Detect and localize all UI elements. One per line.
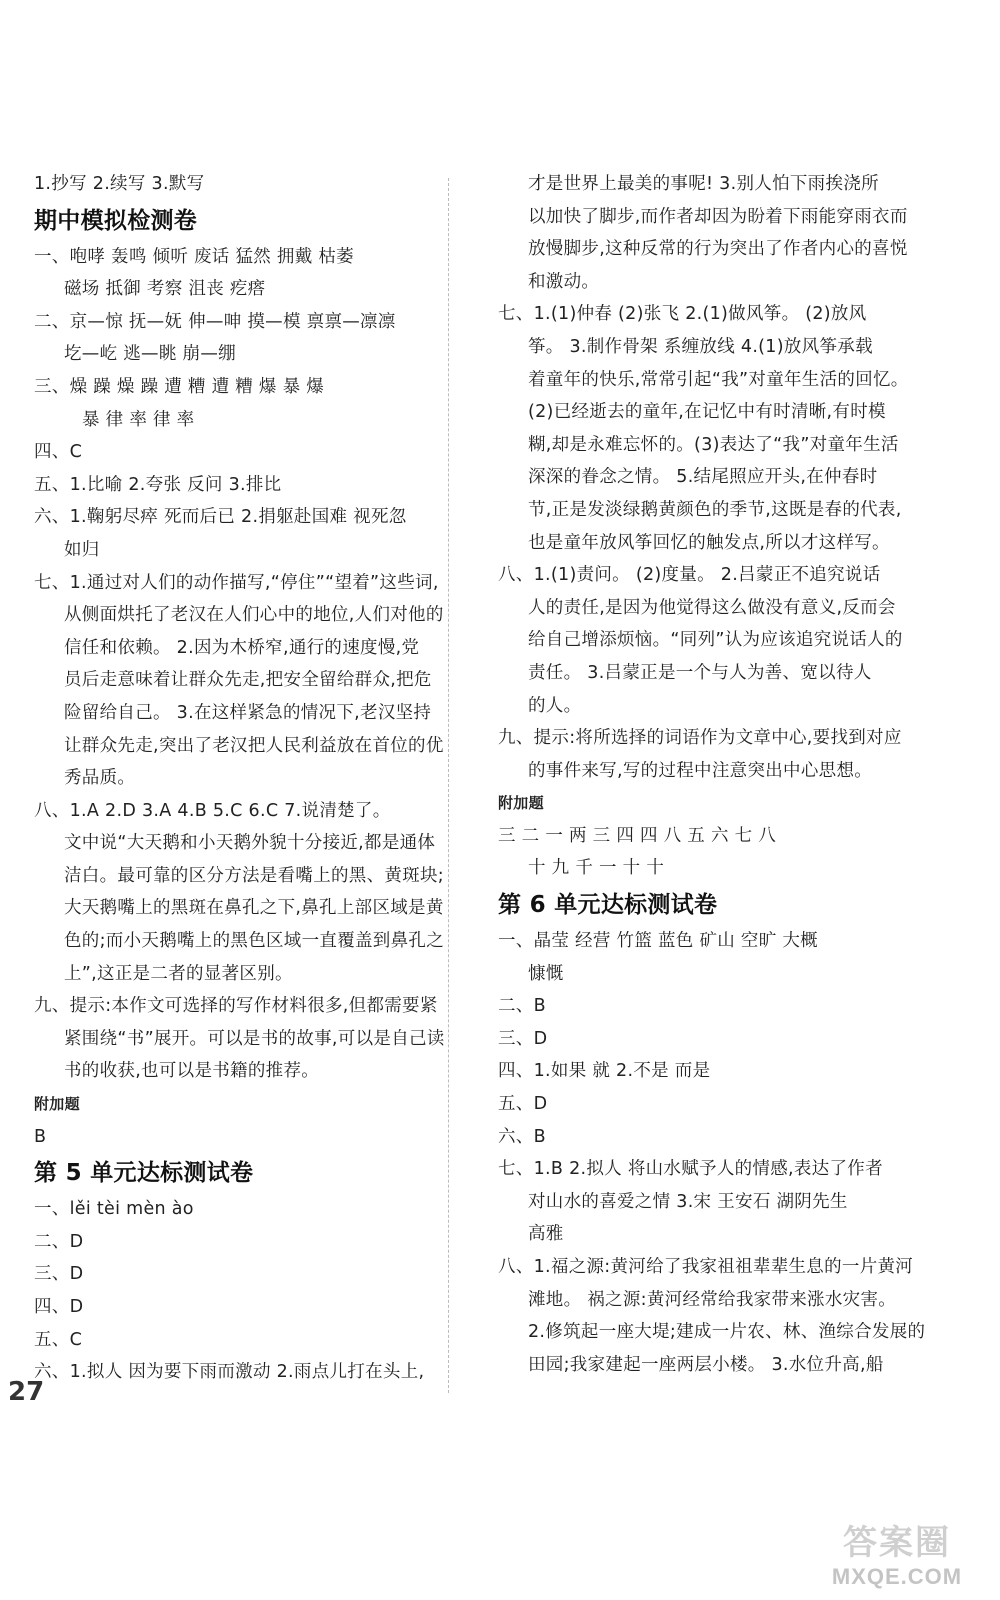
bonus-heading: 附加题: [498, 794, 544, 813]
answer-line: 色的;而小天鹅嘴上的黑色区域一直覆盖到鼻孔之: [64, 931, 444, 952]
answer-line: 八、1.福之源:黄河给了我家祖祖辈辈生息的一片黄河: [498, 1257, 914, 1277]
watermark-site: MXQE.COM: [831, 1564, 963, 1589]
answer-line: 四、D: [34, 1297, 84, 1317]
section-heading: 期中模拟检测卷: [34, 207, 198, 234]
answer-line: 一、晶莹 经营 竹篮 蓝色 矿山 空旷 大概: [498, 931, 818, 952]
answer-line: 大天鹅嘴上的黑斑在鼻孔之下,鼻孔上部区域是黄: [64, 898, 444, 919]
answer-line: B: [34, 1126, 47, 1147]
answer-line: 十 九 千 一 十 十: [528, 858, 665, 879]
answer-line: 九、提示:本作文可选择的写作材料很多,但都需要紧: [34, 996, 438, 1017]
bonus-heading: 附加题: [34, 1095, 80, 1114]
answer-line: 员后走意味着让群众先走,把安全留给群众,把危: [64, 670, 432, 691]
answer-line: 五、D: [498, 1094, 548, 1115]
answer-line: 如归: [64, 539, 100, 560]
answer-line: 高雅: [528, 1224, 564, 1245]
answer-line: (2)已经逝去的童年,在记忆中有时清晰,有时模: [528, 402, 886, 423]
answer-line: 责任。 3.吕蒙正是一个与人为善、宽以待人: [528, 662, 872, 683]
answer-line: 七、1.通过对人们的动作描写,“停住”“望着”这些词,: [34, 572, 439, 593]
answer-line: 对山水的喜爱之情 3.宋 王安石 湖阴先生: [528, 1191, 848, 1212]
answer-line: 紧围绕“书”展开。可以是书的故事,可以是自己读: [64, 1028, 445, 1049]
answer-line: 三、D: [34, 1264, 84, 1285]
answer-line: 磁场 抵御 考察 沮丧 疙瘩: [64, 279, 266, 300]
answer-line: 九、提示:将所选择的词语作为文章中心,要找到对应: [498, 728, 902, 749]
answer-line: 七、1.B 2.拟人 将山水赋予人的情感,表达了作者: [498, 1159, 883, 1180]
answer-line: 着童年的快乐,常常引起“我”对童年生活的回忆。: [528, 369, 909, 390]
answer-line: 滩地。 祸之源:黄河经常给我家带来涨水灾害。: [528, 1289, 897, 1310]
answer-line: 四、C: [34, 442, 83, 463]
page-number: 27: [8, 1377, 45, 1407]
watermark-logo: 答案圈: [843, 1524, 951, 1562]
answer-line: 六、1.拟人 因为要下雨而激动 2.雨点儿打在头上,: [34, 1362, 425, 1383]
answer-line: 1.抄写 2.续写 3.默写: [34, 174, 205, 194]
answer-line: 五、1.比喻 2.夸张 反问 3.排比: [34, 474, 282, 495]
answer-line: 2.修筑起一座大堤;建成一片农、林、渔综合发展的: [528, 1322, 926, 1343]
answer-line: 二、B: [498, 996, 546, 1017]
answer-line: 二、京—惊 抚—妩 伸—呻 摸—模 禀禀—凛凛: [34, 311, 396, 332]
answer-line: 让群众先走,突出了老汉把人民利益放在首位的优: [64, 735, 444, 756]
answer-line: 一、咆哮 轰鸣 倾听 废话 猛然 拥戴 枯萎: [34, 246, 354, 267]
answer-line: 放慢脚步,这种反常的行为突出了作者内心的喜悦: [528, 239, 908, 260]
answer-line: 人的责任,是因为他觉得这么做没有意义,反而会: [528, 597, 896, 618]
answer-line: 三 二 一 两 三 四 四 八 五 六 七 八: [498, 825, 777, 846]
answer-line: 筝。 3.制作骨架 系缠放线 4.(1)放风筝承载: [528, 336, 873, 357]
answer-line: 以加快了脚步,而作者却因为盼着下雨能穿雨衣而: [528, 206, 908, 227]
right-answer-column: [498, 168, 926, 1381]
answer-line: 险留给自己。 3.在这样紧急的情况下,老汉坚持: [64, 702, 432, 723]
answer-line: 一、lěi tèi mèn ào: [34, 1199, 194, 1220]
answer-line: 书的收获,也可以是书籍的推荐。: [64, 1061, 320, 1082]
answer-line: 给自己增添烦恼。“同列”认为应该追究说话人的: [528, 630, 903, 651]
section-heading: 第 6 单元达标测试卷: [498, 892, 718, 919]
answer-line: 慷慨: [528, 963, 564, 984]
answer-line: 六、1.鞠躬尽瘁 死而后已 2.捐躯赴国难 视死忽: [34, 507, 407, 528]
left-answer-column: [34, 168, 454, 1389]
answer-line: 和激动。: [528, 271, 600, 292]
answer-line: 节,正是发淡绿鹅黄颜色的季节,这既是春的代表,: [528, 499, 902, 520]
answer-line: 暴 律 率 律 率: [82, 409, 195, 430]
answer-line: 七、1.(1)仲春 (2)张飞 2.(1)做风筝。 (2)放风: [498, 304, 867, 325]
answer-line: 八、1.A 2.D 3.A 4.B 5.C 6.C 7.说清楚了。: [34, 800, 391, 821]
watermark: [822, 1515, 972, 1590]
answer-line: 四、1.如果 就 2.不是 而是: [498, 1061, 711, 1082]
answer-line: 圪—屹 逃—眺 崩—绷: [64, 344, 236, 365]
answer-line: 八、1.(1)责问。 (2)度量。 2.吕蒙正不追究说话: [498, 565, 881, 586]
answer-line: 六、B: [498, 1126, 546, 1147]
answer-line: 也是童年放风筝回忆的触发点,所以才这样写。: [528, 532, 890, 553]
section-heading: 第 5 单元达标测试卷: [34, 1160, 254, 1187]
answer-line: 二、D: [34, 1231, 84, 1252]
answer-line: 信任和依赖。 2.因为木桥窄,通行的速度慢,党: [64, 637, 420, 658]
answer-line: 糊,却是永难忘怀的。(3)表达了“我”对童年生活: [528, 434, 899, 455]
answer-line: 的人。: [528, 695, 582, 716]
answer-line: 深深的眷念之情。 5.结尾照应开头,在仲春时: [528, 467, 878, 488]
answer-line: 五、C: [34, 1329, 83, 1350]
answer-line: 洁白。最可靠的区分方法是看嘴上的黑、黄斑块;: [64, 865, 444, 886]
answer-line: 才是世界上最美的事呢! 3.别人怕下雨挨浇所: [528, 174, 879, 194]
answer-line: 田园;我家建起一座两层小楼。 3.水位升高,船: [528, 1354, 884, 1375]
answer-line: 文中说“大天鹅和小天鹅外貌十分接近,都是通体: [64, 833, 436, 854]
answer-line: 三、D: [498, 1028, 548, 1049]
answer-line: 三、燥 躁 燥 躁 遭 糟 遭 糟 爆 暴 爆: [34, 376, 325, 397]
answer-line: 秀品质。: [64, 768, 136, 789]
answer-line: 上”,这正是二者的显著区别。: [64, 963, 293, 984]
column-divider: [448, 178, 450, 1393]
answer-line: 的事件来写,写的过程中注意突出中心思想。: [528, 760, 873, 781]
answer-line: 从侧面烘托了老汉在人们心中的地位,人们对他的: [64, 605, 444, 626]
